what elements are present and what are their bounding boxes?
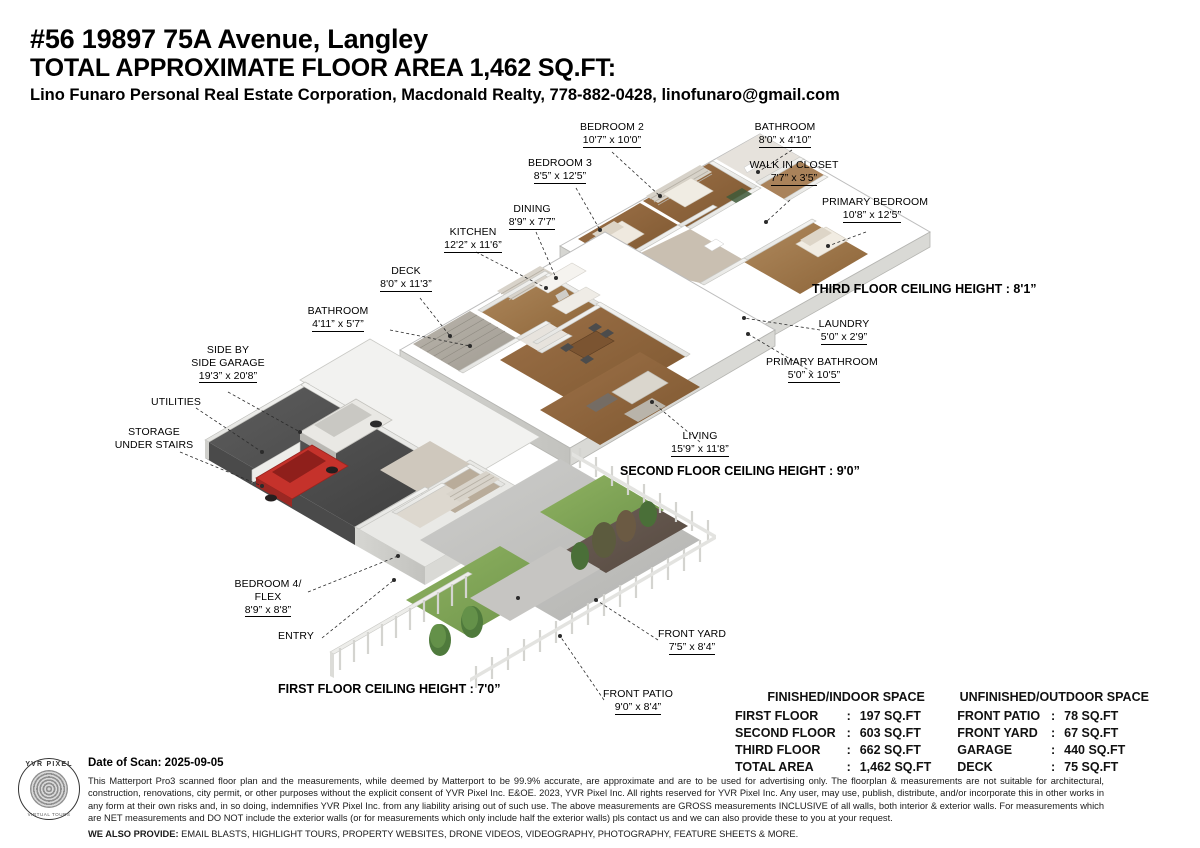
room-label-walk-in-closet: WALK IN CLOSET 7'7” x 3'5”: [749, 159, 839, 184]
room-label-bedroom3: BEDROOM 3 8'5” x 12'5”: [528, 157, 592, 182]
room-label-laundry: LAUNDRY 5'0” x 2'9”: [818, 318, 870, 343]
room-label-living: LIVING 15'9” x 11'8”: [671, 430, 729, 455]
we-also-provide-label: WE ALSO PROVIDE:: [88, 829, 179, 839]
room-label-kitchen: KITCHEN 12'2” x 11'6”: [444, 226, 502, 251]
room-label-primary-bedroom: PRIMARY BEDROOM 10'8” x 12'5”: [822, 196, 929, 221]
page-title: #56 19897 75A Avenue, Langley: [30, 24, 428, 54]
room-label-front-yard: FRONT YARD 7'5” x 8'4”: [657, 628, 727, 653]
unfinished-space-header: UNFINISHED/OUTDOOR SPACE: [959, 689, 1149, 704]
room-label-bedroom4-flex: BEDROOM 4/ FLEX 8'9” x 8'8”: [234, 578, 302, 616]
room-label-bedroom2: BEDROOM 2 10'7” x 10'0”: [580, 121, 644, 146]
room-label-primary-bathroom: PRIMARY BATHROOM 5'0” x 10'5”: [766, 356, 878, 381]
we-also-provide-list: EMAIL BLASTS, HIGHLIGHT TOURS, PROPERTY WEBSITES, DRONE VIDEOS, VIDEOGRAPHY, PHOTOGRAPHY, FEATURE SHEETS & MORE.: [178, 829, 799, 839]
legend-row: FIRST FLOOR : 197 SQ.FT FRONT PATIO : 78 SQ.FT: [735, 709, 1119, 723]
legend-row: THIRD FLOOR : 662 SQ.FT GARAGE : 440 SQ.FT: [735, 743, 1126, 757]
logo-inner-disc: [30, 770, 68, 808]
room-label-deck: DECK 8'0” x 11'3”: [380, 265, 432, 290]
logo-bottom-text: VIRTUAL TOURS: [27, 812, 71, 817]
room-label-bathroom-third: BATHROOM 8'0” x 4'10”: [754, 121, 816, 146]
disclaimer-text: This Matterport Pro3 scanned floor plan and the measurements, while deemed by Matterport to be 99.9% accurate, are approximate and are to be used for advertising only. The floorplan & measurements are not suitable for architectural, construction, renovations, city permit, or other purposes without the explicit consent of YVR Pixel Inc. E&OE. 2023, YVR Pixel Inc. All rights reserved for YVR Pixel Inc. Any user, may use, publish, distribute, and/or incorporate this in other works in any form at their own risks and, in so doing, indemnifies YVR Pixel Inc. from any liability arising out of such use. The above measurements are GROSS measurements INCLUSIVE of all walls, both interior & exterior walls. For measurements which are NET measurements and DO NOT include the exterior walls (or for measurements which only include half the exterior walls) pls contact us and we can also provide these to you at your request.: [88, 776, 1104, 824]
room-label-storage-under-stairs: STORAGE UNDER STAIRS: [114, 426, 194, 451]
agent-contact-line: Lino Funaro Personal Real Estate Corporation, Macdonald Realty, 778-882-0428, linofunaro@gmail.com: [30, 86, 840, 105]
finished-space-header: FINISHED/INDOOR SPACE: [767, 689, 925, 704]
yvr-pixel-logo: [18, 758, 80, 820]
room-label-entry: ENTRY: [278, 630, 314, 642]
logo-top-text: YVR PIXEL: [25, 761, 73, 768]
scan-date: Date of Scan: 2025-09-05: [88, 757, 224, 769]
room-label-dining: DINING 8'9” x 7'7”: [508, 203, 556, 228]
total-area-title: TOTAL APPROXIMATE FLOOR AREA 1,462 SQ.FT:: [30, 54, 616, 83]
legend-row: SECOND FLOOR : 603 SQ.FT FRONT YARD : 67 SQ.FT: [735, 726, 1119, 740]
we-also-provide: [88, 829, 798, 839]
room-label-utilities: UTILITIES: [151, 396, 201, 408]
third-floor-title: THIRD FLOOR CEILING HEIGHT : 8'1”: [812, 282, 1037, 296]
first-floor-title: FIRST FLOOR CEILING HEIGHT : 7'0”: [278, 682, 501, 696]
room-label-side-by-side-garage: SIDE BY SIDE GARAGE 19'3” x 20'8”: [191, 344, 265, 382]
room-label-bathroom-second: BATHROOM 4'11” x 5'7”: [307, 305, 369, 330]
room-label-front-patio: FRONT PATIO 9'0” x 8'4”: [603, 688, 673, 713]
area-legend: [735, 688, 1151, 776]
legend-row: TOTAL AREA : 1,462 SQ.FT DECK : 75 SQ.FT: [735, 760, 1119, 774]
second-floor-title: SECOND FLOOR CEILING HEIGHT : 9'0”: [620, 464, 860, 478]
